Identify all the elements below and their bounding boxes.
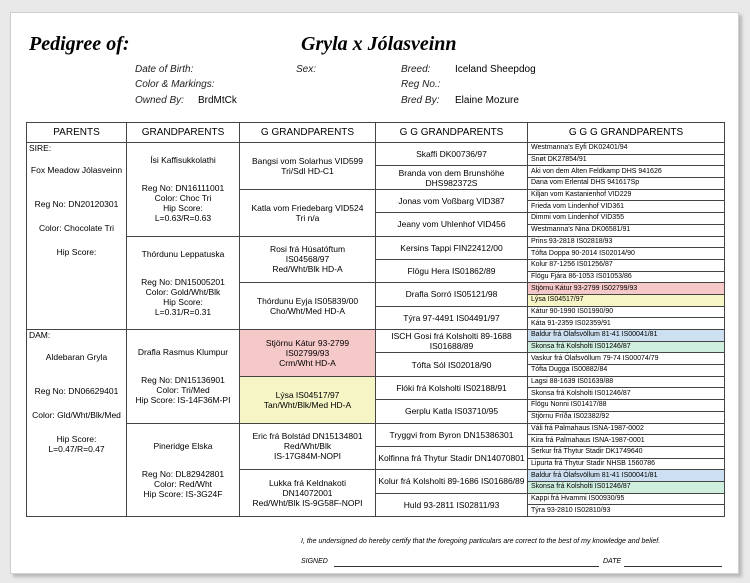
ggg-grandparent-cell: Westmanna's Eyfi DK02401/94 bbox=[528, 143, 725, 155]
g-grandparent-line: Tri n/a bbox=[295, 212, 320, 223]
pedigree-table bbox=[26, 122, 725, 517]
grandparent-line: Reg No: DN15136901 bbox=[141, 375, 225, 386]
sire-line: Reg No: DN20120301 bbox=[34, 199, 119, 209]
ggg-grandparent-cell: Flögu Fjára 86-1053 IS01053/86 bbox=[528, 271, 725, 283]
gg-grandparent-cell: Branda von dem Brunshöhe DHS982372S bbox=[376, 166, 528, 189]
owned-label: Owned By: bbox=[135, 95, 184, 106]
g-grandparent-line: IS-17G84M-NOPI bbox=[273, 451, 342, 462]
ggg-grandparent-cell: Frieda vom Lindenhof VID361 bbox=[528, 201, 725, 213]
grandparent-line: Hip Score: bbox=[163, 296, 203, 307]
ggg-grandparent-cell: Tófta Dugga IS00882/84 bbox=[528, 365, 725, 377]
grandparent-cell bbox=[127, 236, 240, 330]
ggg-grandparent-cell: Váli frá Palmahaus ISNA-1987-0002 bbox=[528, 423, 725, 435]
grandparent-line: Hip Score: bbox=[163, 203, 203, 214]
gg-grandparent-cell: Tófta Sól IS02018/90 bbox=[376, 353, 528, 376]
grandparent-line: Color: Choc Tri bbox=[154, 193, 212, 204]
g-grandparent-line: Red/Wht/Blk IS-9G58F-NOPI bbox=[252, 498, 363, 509]
sire-line: SIRE: bbox=[29, 143, 52, 153]
grandparent-line: Drafla Rasmus Klumpur bbox=[137, 347, 229, 358]
g-grandparent-line: Bangsi vom Solarhus VID599 bbox=[251, 155, 364, 166]
gg-grandparent-cell: Tryggvi from Byron DN15386301 bbox=[376, 423, 528, 446]
sire-cell bbox=[27, 143, 127, 330]
ggg-grandparent-cell: Dimmi vom Lindenhof VID355 bbox=[528, 213, 725, 225]
column-header-row bbox=[27, 123, 725, 143]
gg-grandparent-cell: Týra 97-4491 IS04491/97 bbox=[376, 306, 528, 329]
breed-value: Iceland Sheepdog bbox=[455, 64, 536, 75]
ggg-grandparent-cell: Kolur 87-1256 IS01256/87 bbox=[528, 259, 725, 271]
grandparent-line: Reg No: DN15005201 bbox=[141, 276, 225, 287]
ggg-grandparent-cell: Skonsa frá Kolsholti IS01246/87 bbox=[528, 341, 725, 353]
bredby-value: Elaine Mozure bbox=[455, 95, 519, 106]
ggg-grandparent-cell: Aki von dem Alten Feldkamp DHS 941626 bbox=[528, 166, 725, 178]
sire-line: Hip Score: bbox=[56, 247, 97, 257]
g-grandparent-line: Crm/Wht HD-A bbox=[279, 357, 336, 368]
pedigree-sheet bbox=[10, 12, 739, 574]
grandparent-cell bbox=[127, 143, 240, 237]
grandparent-line: Color: Tri/Med bbox=[156, 385, 210, 396]
gg-grandparent-cell: Flögu Hera IS01862/89 bbox=[376, 259, 528, 282]
ggg-grandparent-cell: Kátur 90-1990 IS01990/90 bbox=[528, 306, 725, 318]
gg-grandparent-cell: Kolur frá Kolsholti 89-1686 IS01686/89 bbox=[376, 470, 528, 493]
ggg-grandparent-cell: Kiljan vom Kastanienhof VID229 bbox=[528, 189, 725, 201]
ggg-grandparent-cell: Snøt DK27854/91 bbox=[528, 154, 725, 166]
g-grandparent-line: Rosi frá Húsatóftum bbox=[269, 244, 346, 255]
g-grandparent-line: Stjörnu Kátur 93-2799 bbox=[265, 337, 350, 348]
ggg-grandparent-cell: Dana vom Erlental DHS 941617Sp bbox=[528, 178, 725, 190]
signed-label: SIGNED bbox=[301, 558, 328, 565]
table-row bbox=[27, 236, 725, 248]
grandparent-line: Ísi Kaffisukkolathi bbox=[150, 155, 216, 166]
ggg-grandparent-cell: Kira frá Palmahaus ISNA-1987-0001 bbox=[528, 435, 725, 447]
g-grandparent-line: IS02799/93 bbox=[285, 347, 330, 358]
ggg-grandparent-cell: Prins 93-2818 IS02818/93 bbox=[528, 236, 725, 248]
col-grandparents: GRANDPARENTS bbox=[127, 123, 240, 143]
grandparent-line: Color: Red/Wht bbox=[153, 478, 213, 489]
g-grandparent-cell bbox=[240, 189, 376, 236]
g-grandparent-line: Eric frá Bolstád DN15134801 bbox=[252, 431, 363, 442]
g-grandparent-cell bbox=[240, 470, 376, 517]
ggg-grandparent-cell: Skonsa frá Kolsholti IS01246/87 bbox=[528, 388, 725, 400]
certification-text: I, the undersigned do hereby certify that the foregoing particulars are correct to the best of my knowledge and belief. bbox=[301, 538, 661, 545]
g-grandparent-line: Lýsa IS04517/97 bbox=[275, 389, 340, 400]
date-label: DATE bbox=[603, 558, 622, 565]
g-grandparent-cell bbox=[240, 330, 376, 377]
ggg-grandparent-cell: Lagsi 88-1639 IS01639/88 bbox=[528, 376, 725, 388]
gg-grandparent-cell: Jonas vom Voßbarg VID387 bbox=[376, 189, 528, 212]
dam-line: Reg No: DN06629401 bbox=[34, 386, 119, 396]
ggg-grandparent-cell: Serkur frá Thytur Stadir DK1749640 bbox=[528, 446, 725, 458]
ggg-grandparent-cell: Káta 91-2359 IS02359/91 bbox=[528, 318, 725, 330]
g-grandparent-cell bbox=[240, 283, 376, 330]
dam-line: Aldebaran Gryla bbox=[45, 352, 108, 362]
col-ggg-grandparents: G G G GRANDPARENTS bbox=[528, 123, 725, 143]
sire-line: Fox Meadow Jólasveinn bbox=[30, 165, 123, 175]
table-row bbox=[27, 143, 725, 155]
color-label: Color & Markings: bbox=[135, 79, 215, 90]
g-grandparent-line: Katla vom Friedebarg VID524 bbox=[251, 202, 364, 213]
pedigree-label: Pedigree of: bbox=[29, 33, 130, 55]
ggg-grandparent-cell: Tófta Doppa 90-2014 IS02014/90 bbox=[528, 248, 725, 260]
grandparent-line: Thórdunu Leppatuska bbox=[141, 248, 225, 259]
g-grandparent-line: Tri/Sdl HD-C1 bbox=[281, 165, 334, 176]
ggg-grandparent-cell: Stjörnu Fríða IS02382/92 bbox=[528, 411, 725, 423]
gg-grandparent-cell: ISCH Gosi frá Kolsholti 89-1688 IS01688/89 bbox=[376, 330, 528, 353]
dam-line: DAM: bbox=[29, 330, 51, 340]
g-grandparent-line: Thórdunu Eyja IS05839/00 bbox=[256, 296, 359, 307]
table-row bbox=[27, 330, 725, 342]
col-gg-grandparents: G G GRANDPARENTS bbox=[376, 123, 528, 143]
sire-line: Color: Chocolate Tri bbox=[38, 223, 115, 233]
grandparent-line: Hip Score: IS-14F36M-PI bbox=[135, 395, 231, 406]
gg-grandparent-cell: Kersins Tappi FIN22412/00 bbox=[376, 236, 528, 259]
ggg-grandparent-cell: Flögu Nonni IS01417/88 bbox=[528, 400, 725, 412]
ggg-grandparent-cell: Westmanna's Nina DK06581/91 bbox=[528, 224, 725, 236]
g-grandparent-line: IS04568/97 bbox=[285, 254, 330, 265]
g-grandparent-cell bbox=[240, 143, 376, 190]
bredby-label: Bred By: bbox=[401, 95, 440, 106]
date-line[interactable] bbox=[624, 566, 722, 567]
col-parents: PARENTS bbox=[27, 123, 127, 143]
g-grandparent-cell bbox=[240, 236, 376, 283]
ggg-grandparent-cell: Vaskur frá Ólafsvöllum 79-74 IS00074/79 bbox=[528, 353, 725, 365]
regno-label: Reg No.: bbox=[401, 79, 441, 90]
grandparent-cell bbox=[127, 330, 240, 424]
grandparent-line: L=0.63/R=0.63 bbox=[154, 213, 212, 224]
gg-grandparent-cell: Kolfinna frá Thytur Stadir DN14070801 bbox=[376, 446, 528, 469]
g-grandparent-line: Lukka frá Keldnakoti bbox=[268, 478, 347, 489]
ggg-grandparent-cell: Týra 93-2810 IS02810/93 bbox=[528, 505, 725, 517]
breed-label: Breed: bbox=[401, 64, 431, 75]
ggg-grandparent-cell: Baldur frá Ólafsvöllum 81-41 IS00041/81 bbox=[528, 330, 725, 342]
dob-label: Date of Birth: bbox=[135, 64, 194, 75]
gg-grandparent-cell: Huld 93-2811 IS02811/93 bbox=[376, 493, 528, 516]
ggg-grandparent-cell: Stjörnu Kátur 93-2799 IS02799/93 bbox=[528, 283, 725, 295]
dam-line: Hip Score: L=0.47/R=0.47 bbox=[48, 434, 105, 454]
grandparent-line: Hip Score: IS-3G24F bbox=[143, 488, 223, 499]
dam-cell bbox=[27, 330, 127, 517]
ggg-grandparent-cell: Kappi frá Hvammi IS00930/95 bbox=[528, 493, 725, 505]
grandparent-line: Pineridge Elska bbox=[153, 440, 213, 451]
g-grandparent-cell bbox=[240, 376, 376, 423]
owned-value: BrdMtCk bbox=[198, 95, 237, 106]
g-grandparent-cell bbox=[240, 423, 376, 470]
g-grandparent-line: Red/Wht/Blk HD-A bbox=[272, 264, 343, 275]
g-grandparent-line: Red/Wht/Blk bbox=[283, 441, 332, 452]
gg-grandparent-cell: Skaffi DK00736/97 bbox=[376, 143, 528, 166]
gg-grandparent-cell: Drafla Sorró IS05121/98 bbox=[376, 283, 528, 306]
g-grandparent-line: Tan/Wht/Blk/Med HD-A bbox=[263, 399, 352, 410]
g-grandparent-line: Cho/Wht/Med HD-A bbox=[269, 306, 346, 317]
table-row bbox=[27, 423, 725, 435]
sex-label: Sex: bbox=[296, 64, 317, 75]
grandparent-cell bbox=[127, 423, 240, 517]
ggg-grandparent-cell: Lipurta frá Thytur Stadir NHSB 1560786 bbox=[528, 458, 725, 470]
g-grandparent-line: DN14072001 bbox=[282, 488, 333, 499]
signature-line[interactable] bbox=[334, 566, 599, 567]
gg-grandparent-cell: Gerplu Katla IS03710/95 bbox=[376, 400, 528, 423]
dam-line: Color: Gld/Wht/Blk/Med bbox=[32, 410, 121, 420]
gg-grandparent-cell: Jeany vom Uhlenhof VID456 bbox=[376, 213, 528, 236]
grandparent-line: Color: Gold/Wht/Blk bbox=[145, 286, 221, 297]
ggg-grandparent-cell: Lýsa IS04517/97 bbox=[528, 294, 725, 306]
grandparent-line: Reg No: DL82942801 bbox=[141, 468, 225, 479]
grandparent-line: L=0.31/R=0.31 bbox=[154, 306, 212, 317]
col-g-grandparents: G GRANDPARENTS bbox=[240, 123, 376, 143]
ggg-grandparent-cell: Skonsa frá Kolsholti IS01246/87 bbox=[528, 481, 725, 493]
grandparent-line: Reg No: DN16111001 bbox=[141, 183, 225, 194]
dog-name: Gryla x Jólasveinn bbox=[301, 33, 457, 55]
ggg-grandparent-cell: Baldur frá Ólafsvöllum 81-41 IS00041/81 bbox=[528, 470, 725, 482]
gg-grandparent-cell: Flóki frá Kolsholti IS02188/91 bbox=[376, 376, 528, 399]
